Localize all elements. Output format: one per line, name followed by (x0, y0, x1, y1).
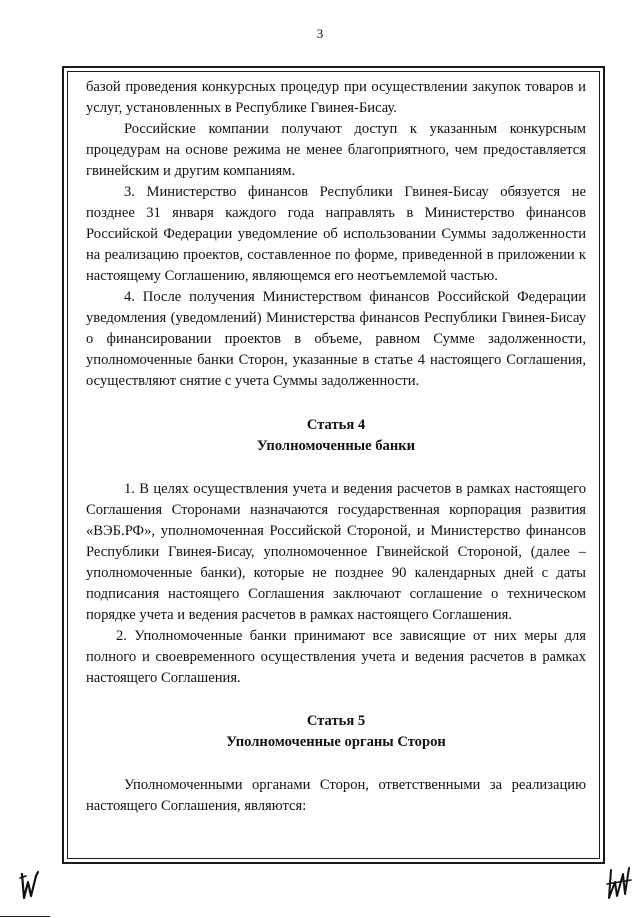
article-4-title: Уполномоченные банки (256, 438, 416, 454)
article-4-number: Статья 4 (306, 417, 366, 433)
document-body (86, 77, 586, 817)
signature-right (603, 864, 635, 904)
article-4-paragraph-2: 2. Уполномоченные банки принимают все зависящие от них меры для полного и своевременного осуществления учета и ведения расчетов в рамках настоящего Соглашения. (86, 628, 586, 686)
paragraph-item-3: 3. Министерство финансов Республики Гвинея-Бисау обязуется не позднее 31 января каждого года направлять в Министерство финансов Российской Федерации уведомление об использовании Суммы задолженности на реализацию проектов, составленное по форме, приведенной в приложении к настоящему Соглашению, являющемся его неотъемлемой частью. (86, 184, 586, 284)
article-4-paragraph-1: 1. В целях осуществления учета и ведения расчетов в рамках настоящего Соглашения Сторонами назначаются государственная корпорация развития «ВЭБ.РФ», уполномоченная Российской Стороной, и Министерство финансов Республики Гвинея-Бисау, уполномоченное Гвинейской Стороной, (далее – уполномоченные банки), которые не позднее 90 календарных дней с даты подписания настоящего Соглашения заключают соглашение о техническом порядке учета и ведения расчетов в рамках настоящего Соглашения. (86, 481, 586, 623)
signature-left (18, 868, 42, 904)
paragraph-continuation: базой проведения конкурсных процедур при осуществлении закупок товаров и услуг, установленных в Республике Гвинея-Бисау. (86, 79, 586, 116)
page-number: 3 (316, 26, 324, 41)
paragraph-item-4: 4. После получения Министерством финансов Российской Федерации уведомления (уведомлений) Министерства финансов Республики Гвинея-Бисау о финансировании проектов в объеме, равном Сумме задолженности, уполномоченные банки Сторон, указанные в статье 4 настоящего Соглашения, осуществляют снятие с учета Суммы задолженности. (86, 289, 586, 389)
article-5-paragraph-1: Уполномоченными органами Сторон, ответственными за реализацию настоящего Соглашения, являются: (86, 777, 586, 814)
article-5-title: Уполномоченные органы Сторон (226, 734, 446, 750)
bottom-rule (0, 916, 50, 917)
paragraph-russian-companies: Российские компании получают доступ к указанным конкурсным процедурам на основе режима не менее благоприятного, чем предоставляется гвинейским и другим компаниям. (86, 121, 586, 179)
article-5-number: Статья 5 (306, 713, 366, 729)
